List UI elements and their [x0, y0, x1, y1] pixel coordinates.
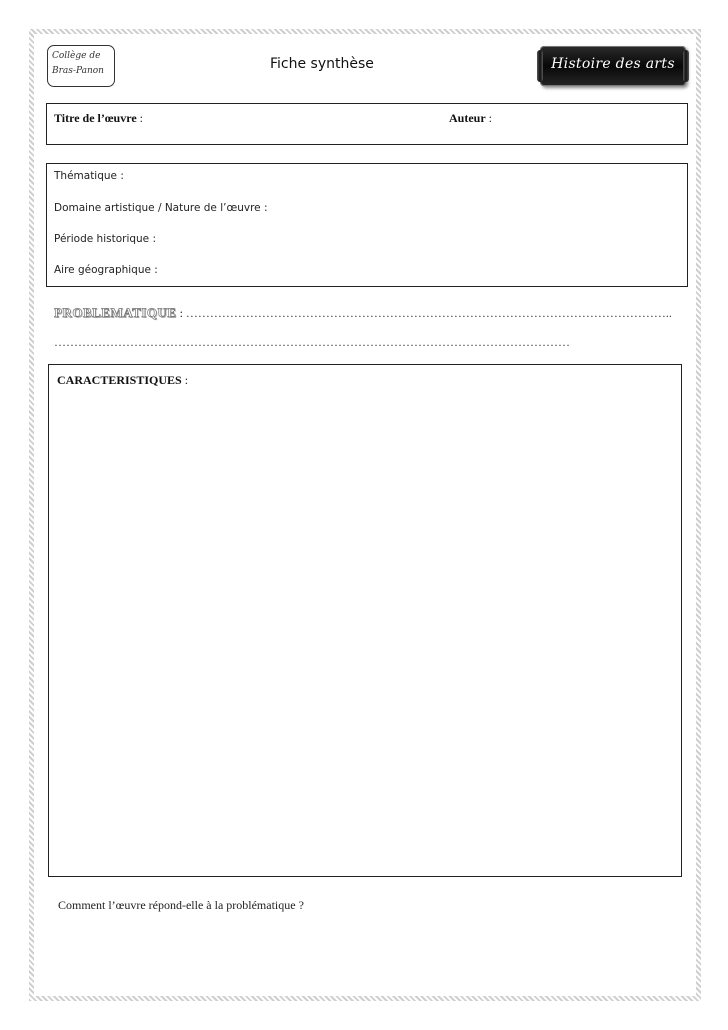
thematique-field [54, 170, 124, 182]
page-title: Fiche synthèse [270, 56, 374, 72]
problematique-label: PROBLEMATIQUE [54, 305, 177, 320]
oeuvre-info-box [46, 103, 688, 145]
title-colon: : [136, 111, 144, 125]
author-colon: : [485, 111, 493, 125]
domaine-colon: : [260, 202, 268, 214]
question-text: Comment l’œuvre répond-elle à la problématique ? [58, 898, 304, 912]
problematique-dots-1: ………………………………………………………………………………………………………….. [185, 306, 672, 320]
caracteristiques-box [48, 364, 682, 877]
context-box [46, 163, 688, 287]
title-label: Titre de l’œuvre [54, 111, 137, 125]
caracteristiques-colon: : [181, 373, 189, 387]
domaine-label: Domaine artistique / Nature de l’œuvre [54, 202, 261, 214]
aire-colon: : [150, 264, 158, 276]
domaine-field [54, 202, 268, 214]
thematique-colon: : [117, 170, 124, 182]
periode-field [54, 233, 156, 245]
college-label-box [47, 45, 115, 87]
caracteristiques-field [57, 371, 188, 389]
author-field [449, 109, 492, 127]
problematique-colon: : [176, 306, 186, 320]
aire-field [54, 264, 158, 276]
caracteristiques-label: CARACTERISTIQUES [57, 373, 182, 387]
college-line-2: Bras-Panon [52, 66, 104, 76]
thematique-label: Thématique [54, 170, 118, 182]
college-line-1: Collège de [52, 51, 101, 61]
problematique-dots-2: ………………………………………………………………………………………………………………… [54, 335, 570, 349]
periode-colon: : [149, 233, 157, 245]
author-label: Auteur [449, 111, 486, 125]
periode-label: Période historique [54, 233, 150, 245]
banner-text: Histoire des arts [551, 56, 675, 72]
problematique-line [54, 305, 684, 321]
title-field [54, 109, 143, 127]
aire-label: Aire géographique [54, 264, 151, 276]
histoire-des-arts-banner [540, 46, 686, 86]
